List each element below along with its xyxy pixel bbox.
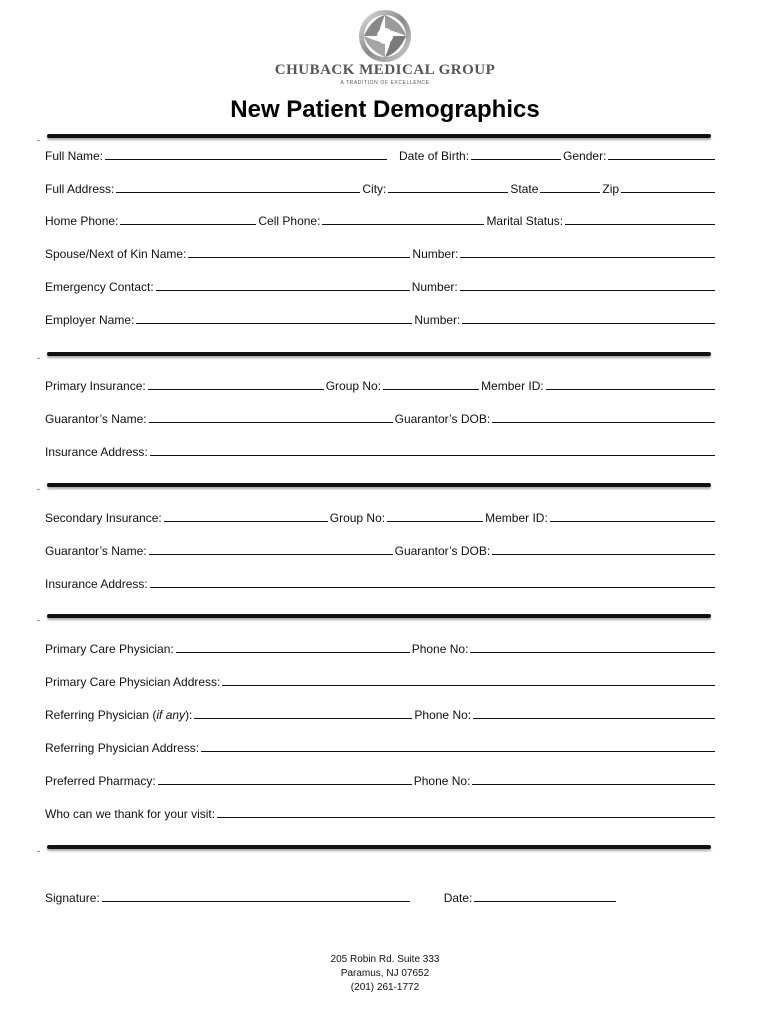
label-referring-phone: Phone No: <box>414 708 472 722</box>
city-field[interactable] <box>388 182 508 193</box>
row-primary-insurance-address <box>45 444 717 460</box>
emergency-number-field[interactable] <box>460 280 715 291</box>
label-secondary-guarantor-name: Guarantor’s Name: <box>45 544 147 558</box>
primary-member-id-field[interactable] <box>546 379 715 390</box>
pharmacy-phone-field[interactable] <box>472 774 715 785</box>
label-referring-physician <box>45 707 192 723</box>
label-spouse-name: Spouse/Next of Kin Name: <box>45 247 187 261</box>
label-gender: Gender: <box>563 149 607 163</box>
row-referring-physician <box>45 707 717 723</box>
label-full-name: Full Name: <box>45 149 104 163</box>
label-secondary-guarantor-dob: Guarantor’s DOB: <box>394 544 491 558</box>
label-employer-name: Employer Name: <box>45 313 135 327</box>
label-referring-prefix: Referring Physician ( <box>45 708 157 722</box>
footer-phone: (201) 261-1772 <box>350 982 420 993</box>
company-logo <box>0 8 770 86</box>
label-date-of-birth: Date of Birth: <box>399 149 470 163</box>
row-pcp-address <box>45 674 717 690</box>
row-employer <box>45 312 717 328</box>
label-signature: Signature: <box>45 891 100 905</box>
label-primary-guarantor-dob: Guarantor’s DOB: <box>394 412 491 426</box>
primary-guarantor-name-field[interactable] <box>149 412 393 423</box>
row-spouse <box>45 246 717 262</box>
label-home-phone: Home Phone: <box>45 214 119 228</box>
primary-guarantor-dob-field[interactable] <box>492 412 715 423</box>
label-referring-suffix: ): <box>185 708 193 722</box>
cell-phone-field[interactable] <box>322 214 484 225</box>
label-primary-guarantor-name: Guarantor’s Name: <box>45 412 147 426</box>
primary-group-no-field[interactable] <box>383 379 479 390</box>
section-divider <box>47 845 711 849</box>
label-pcp-phone: Phone No: <box>411 642 469 656</box>
label-thank-for-visit: Who can we thank for your visit: <box>45 807 216 821</box>
label-secondary-insurance-address: Insurance Address: <box>45 577 148 591</box>
row-pharmacy <box>45 773 717 789</box>
secondary-insurance-address-field[interactable] <box>150 577 715 588</box>
full-address-field[interactable] <box>116 182 360 193</box>
label-secondary-insurance: Secondary Insurance: <box>45 511 162 525</box>
pcp-phone-field[interactable] <box>470 642 715 653</box>
label-pcp-address: Primary Care Physician Address: <box>45 675 221 689</box>
pharmacy-field[interactable] <box>158 774 412 785</box>
section-divider <box>47 614 711 618</box>
marital-status-field[interactable] <box>565 214 715 225</box>
row-primary-insurance <box>45 378 717 394</box>
gender-field[interactable] <box>608 149 715 160</box>
label-pcp: Primary Care Physician: <box>45 642 174 656</box>
secondary-group-no-field[interactable] <box>387 511 483 522</box>
label-primary-insurance-address: Insurance Address: <box>45 445 148 459</box>
section-divider <box>47 352 711 356</box>
footer-address <box>0 953 770 995</box>
label-primary-member-id: Member ID: <box>481 379 544 393</box>
label-full-address: Full Address: <box>45 182 115 196</box>
section-divider <box>47 483 711 487</box>
row-secondary-insurance <box>45 510 717 526</box>
label-primary-insurance: Primary Insurance: <box>45 379 146 393</box>
label-marital-status: Marital Status: <box>486 214 564 228</box>
section-divider <box>47 134 711 138</box>
label-cell-phone: Cell Phone: <box>258 214 321 228</box>
pcp-field[interactable] <box>176 642 410 653</box>
row-signature <box>45 890 717 906</box>
row-pcp <box>45 641 717 657</box>
label-state: State <box>510 182 539 196</box>
employer-number-field[interactable] <box>462 313 715 324</box>
label-pharmacy-phone: Phone No: <box>413 774 471 788</box>
state-field[interactable] <box>540 182 600 193</box>
label-city: City: <box>362 182 387 196</box>
referring-address-field[interactable] <box>201 741 715 752</box>
secondary-guarantor-dob-field[interactable] <box>492 544 715 555</box>
company-tagline: A TRADITION OF EXCELLENCE <box>340 80 430 86</box>
zip-field[interactable] <box>621 182 715 193</box>
signature-field[interactable] <box>102 891 410 902</box>
row-secondary-insurance-address <box>45 576 717 592</box>
secondary-member-id-field[interactable] <box>550 511 715 522</box>
referring-phone-field[interactable] <box>473 708 715 719</box>
row-phones <box>45 213 717 229</box>
date-of-birth-field[interactable] <box>471 149 561 160</box>
spouse-name-field[interactable] <box>188 247 410 258</box>
label-referring-if-any: if any <box>156 708 186 722</box>
referring-physician-field[interactable] <box>194 708 412 719</box>
label-date: Date: <box>443 891 473 905</box>
emergency-contact-field[interactable] <box>156 280 410 291</box>
label-referring-address: Referring Physician Address: <box>45 741 200 755</box>
primary-insurance-field[interactable] <box>148 379 324 390</box>
employer-name-field[interactable] <box>136 313 412 324</box>
footer-address-line1: 205 Robin Rd. Suite 333 <box>330 954 440 965</box>
label-employer-number: Number: <box>414 313 461 327</box>
spouse-number-field[interactable] <box>460 247 715 258</box>
date-field[interactable] <box>474 891 616 902</box>
thank-for-visit-field[interactable] <box>217 807 715 818</box>
label-pharmacy: Preferred Pharmacy: <box>45 774 156 788</box>
row-referring-address <box>45 740 717 756</box>
logo-emblem-icon <box>357 8 413 64</box>
row-thank-for-visit <box>45 806 717 822</box>
primary-insurance-address-field[interactable] <box>150 445 715 456</box>
page-title: New Patient Demographics <box>230 96 540 123</box>
row-secondary-guarantor <box>45 543 717 559</box>
label-spouse-number: Number: <box>412 247 459 261</box>
home-phone-field[interactable] <box>120 214 256 225</box>
label-zip: Zip <box>602 182 620 196</box>
label-secondary-group-no: Group No: <box>329 511 386 525</box>
secondary-insurance-field[interactable] <box>164 511 328 522</box>
pcp-address-field[interactable] <box>222 675 715 686</box>
label-emergency-contact: Emergency Contact: <box>45 280 154 294</box>
label-primary-group-no: Group No: <box>325 379 382 393</box>
row-primary-guarantor <box>45 411 717 427</box>
footer-address-line2: Paramus, NJ 07652 <box>340 968 430 979</box>
full-name-field[interactable] <box>105 149 387 160</box>
company-name: CHUBACK MEDICAL GROUP <box>274 62 496 78</box>
secondary-guarantor-name-field[interactable] <box>149 544 393 555</box>
row-full-name <box>45 148 717 164</box>
label-emergency-number: Number: <box>411 280 458 294</box>
row-emergency-contact <box>45 279 717 295</box>
row-full-address <box>45 181 717 197</box>
label-secondary-member-id: Member ID: <box>485 511 548 525</box>
